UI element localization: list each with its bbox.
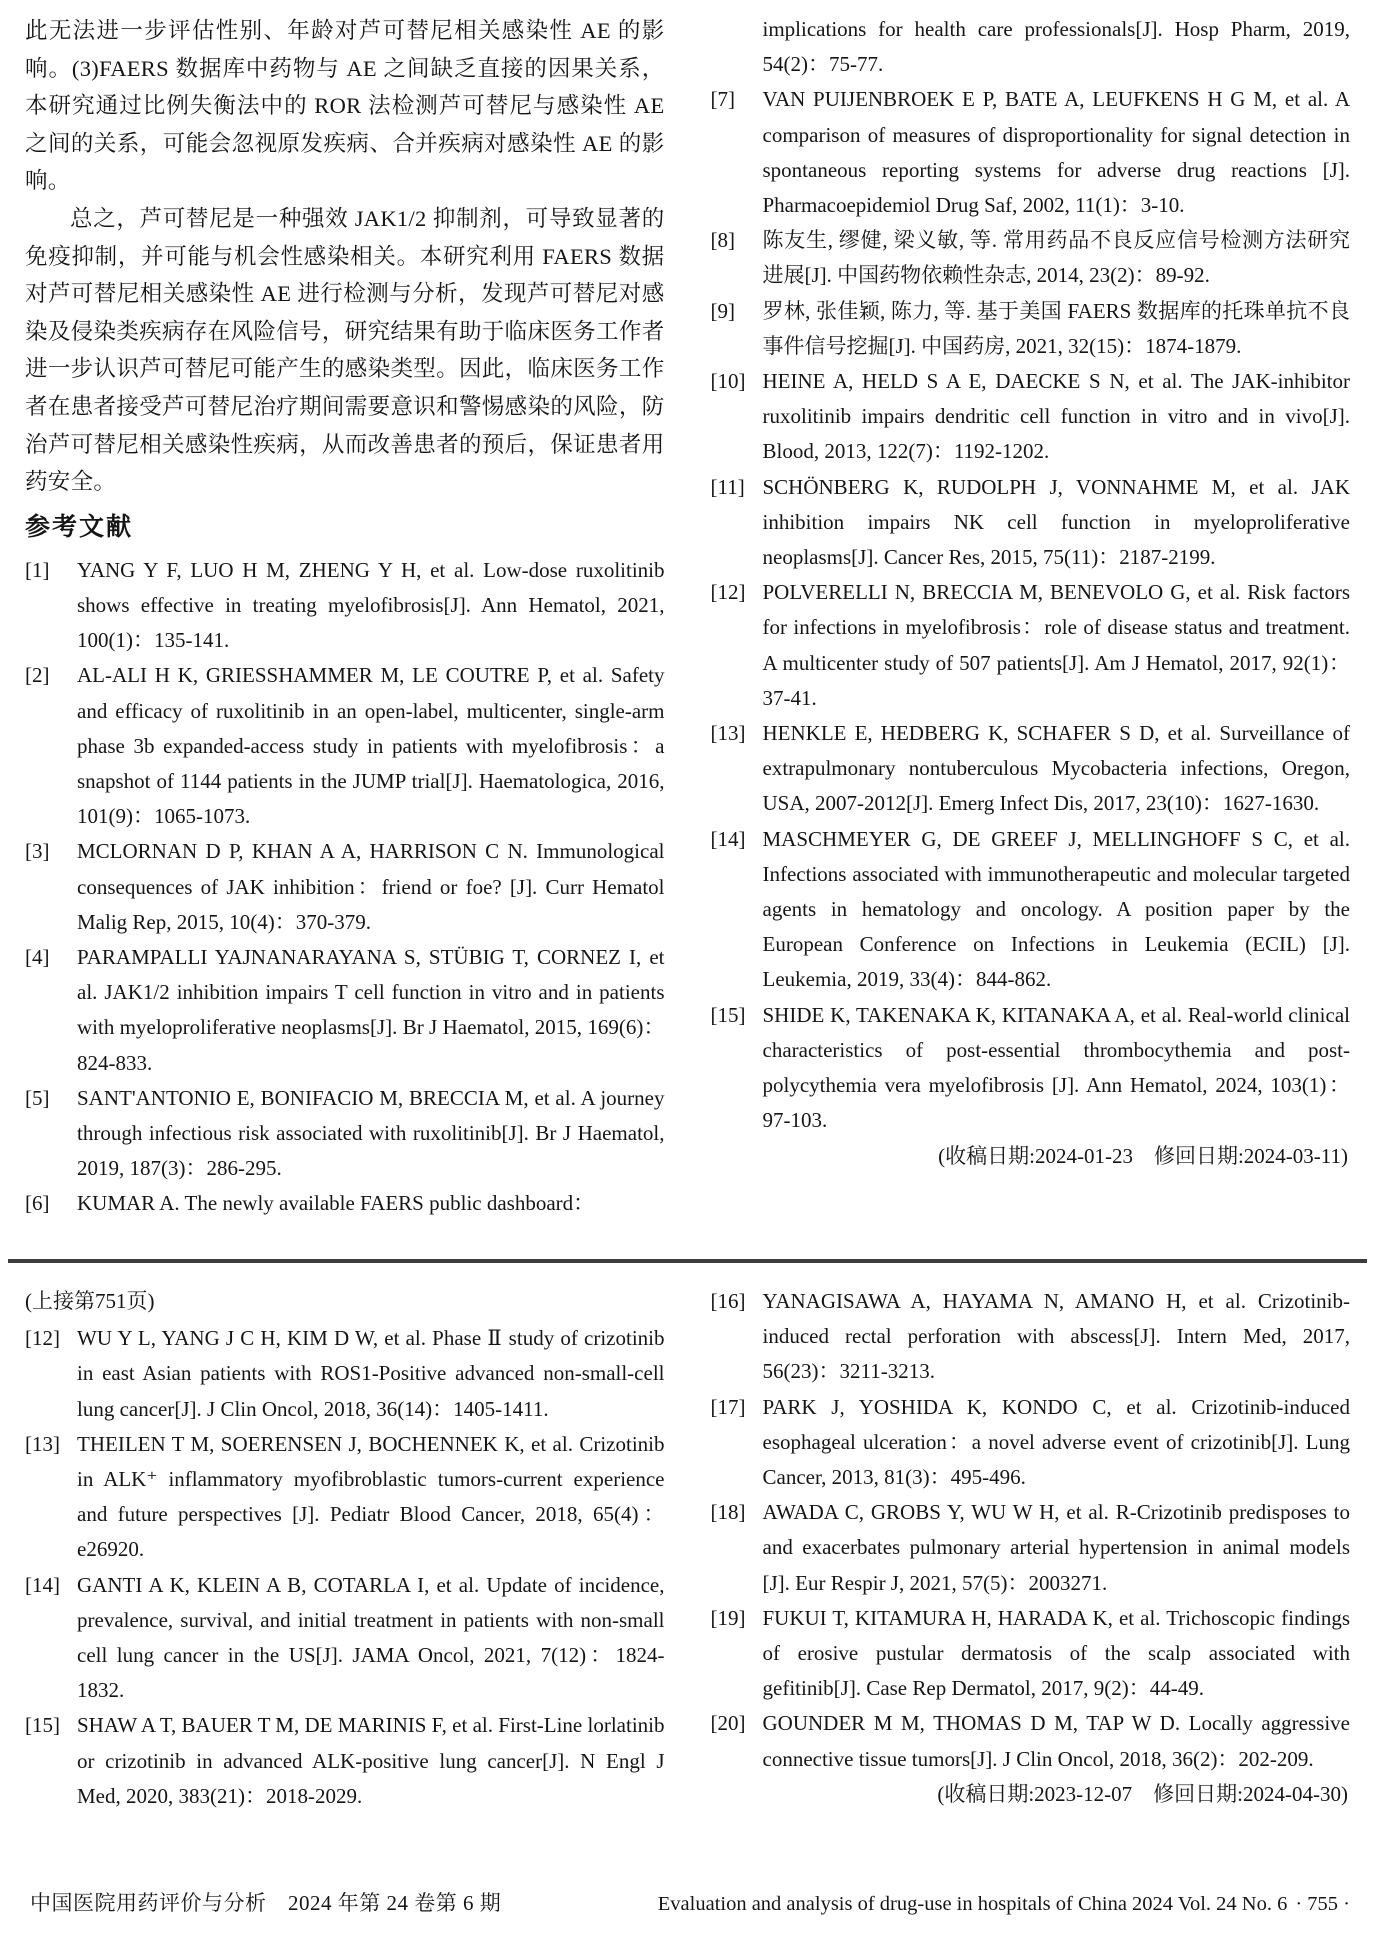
reference-text: VAN PUIJENBROEK E P, BATE A, LEUFKENS H G M, et al. A comparison of measures of disproportionality for signal detection in spontaneous reporting systems for adverse drug reactions [J]. Pharmacoepidemiol Drug Saf, 2002, 11(1)：3-10. (762, 87, 1350, 218)
reference-text: FUKUI T, KITAMURA H, HARADA K, et al. Trichoscopic findings of erosive pustular dermatosis of the scalp associated with gefitinib[J]. Case Rep Dermatol, 2017, 9(2)：44-49. (762, 1605, 1350, 1701)
reference-number: [1] (25, 557, 50, 582)
reference-number: [15] (710, 1002, 746, 1027)
main-references-section (25, 12, 1350, 1222)
reference-item (25, 940, 665, 1081)
reference-item (25, 1081, 665, 1187)
reference-number: [15] (25, 1713, 60, 1738)
reference-item (711, 294, 1351, 364)
reference-number: [3] (25, 839, 50, 864)
section-divider (8, 1259, 1367, 1263)
top-right-column (711, 12, 1351, 1222)
reference-item (25, 553, 665, 659)
reference-item-continuation (711, 12, 1351, 82)
reference-item (711, 223, 1351, 293)
reference-number: [12] (710, 580, 746, 605)
body-paragraph-2: 总之，芦可替尼是一种强效 JAK1/2 抑制剂，可导致显著的免疫抑制，并可能与机会性感染相关。本研究利用 FAERS 数据对芦可替尼相关感染性 AE 进行检测与分析，发现芦可替尼对感染及侵染类疾病存在风险信号，研究结果有助于临床医务工作者进一步认识芦可替尼可能产生的感染类型。因此，临床医务工作者在患者接受芦可替尼治疗期间需要意识和警惕感染的风险，防治芦可替尼相关感染性疾病，从而改善患者的预后，保证患者用药安全。 (25, 205, 665, 495)
reference-text: HEINE A, HELD S A E, DAECKE S N, et al. The JAK-inhibitor ruxolitinib impairs dendritic cell function in vitro and in vivo[J]. Blood, 2013, 122(7)：1192-1202. (762, 369, 1350, 464)
top-left-column (25, 12, 665, 1222)
journal-title-cn: 中国医院用药评价与分析 2024 年第 24 卷第 6 期 (30, 1891, 502, 1915)
continued-from-note: (上接第751页) (25, 1289, 155, 1313)
reference-text: MASCHMEYER G, DE GREEF J, MELLINGHOFF S C, et al. Infections associated with immunotherapeutic and molecular targeted agents in hematology and oncology. A position paper by the European Conference on Infections in Leukemia (ECIL) [J]. Leukemia, 2019, 33(4)：844-862. (762, 826, 1350, 992)
reference-item (711, 1495, 1351, 1601)
reference-number: [16] (710, 1289, 746, 1313)
reference-text: WU Y L, YANG J C H, KIM D W, et al. Phase Ⅱ study of crizotinib in east Asian patients with ROS1-Positive advanced non-small-cell lung cancer[J]. J Clin Oncol, 2018, 36(14)：1405-1411. (77, 1326, 665, 1421)
reference-number: [18] (710, 1500, 746, 1525)
reference-number: [13] (25, 1431, 60, 1456)
reference-number: [13] (710, 721, 746, 746)
reference-item (711, 1284, 1351, 1390)
journal-title-en (658, 1889, 1350, 1919)
reference-text: 罗林, 张佳颖, 陈力, 等. 基于美国 FAERS 数据库的托珠单抗不良事件信号挖掘[J]. 中国药房, 2021, 32(15)：1874-1879. (762, 298, 1350, 358)
page-number: · 755 · (1295, 1893, 1350, 1915)
reference-text: 陈友生, 缪健, 梁义敏, 等. 常用药品不良反应信号检测方法研究进展[J]. 中国药物依赖性杂志, 2014, 23(2)：89-92. (762, 228, 1350, 288)
reference-number: [7] (710, 87, 735, 112)
reference-item (711, 1601, 1351, 1707)
bottom-left-column (25, 1284, 665, 1814)
reference-number: [17] (710, 1394, 746, 1419)
reference-text: YANAGISAWA A, HAYAMA N, AMANO H, et al. Crizotinib-induced rectal perforation with abscess[J]. Intern Med, 2017, 56(23)：3211-3213. (762, 1289, 1350, 1384)
bottom-right-column (711, 1284, 1351, 1814)
continued-references-section (25, 1284, 1350, 1814)
reference-text: HENKLE E, HEDBERG K, SCHAFER S D, et al. Surveillance of extrapulmonary nontuberculous Mycobacteria infections, Oregon, USA, 2007-2012[J]. Emerg Infect Dis, 2017, 23(10)：1627-1630. (762, 721, 1350, 816)
page-footer (30, 1888, 1350, 1919)
reference-item (711, 998, 1351, 1139)
reference-item (25, 1427, 665, 1568)
reference-item (711, 575, 1351, 716)
reference-text: SCHÖNBERG K, RUDOLPH J, VONNAHME M, et al. JAK inhibition impairs NK cell function in myeloproliferative neoplasms[J]. Cancer Res, 2015, 75(11)：2187-2199. (762, 474, 1350, 570)
reference-number: [11] (710, 474, 745, 499)
reference-text: GANTI A K, KLEIN A B, COTARLA I, et al. Update of incidence, prevalence, survival, and initial treatment in patients with non-small cell lung cancer in the US[J]. JAMA Oncol, 2021, 7(12)：1824-1832. (77, 1572, 665, 1703)
reference-text: KUMAR A. The newly available FAERS public dashboard： (77, 1191, 595, 1216)
reference-item (711, 364, 1351, 470)
reference-item (25, 1708, 665, 1814)
reference-item (711, 1390, 1351, 1496)
reference-item (711, 716, 1351, 822)
reference-item (25, 658, 665, 834)
reference-number: [14] (710, 826, 746, 851)
references-heading: 参考文献 (25, 513, 134, 541)
reference-item (25, 1186, 665, 1221)
reference-text: MCLORNAN D P, KHAN A A, HARRISON C N. Immunological consequences of JAK inhibition：friend or foe? [J]. Curr Hematol Malig Rep, 2015, 10(4)：370-379. (77, 839, 665, 934)
reference-item (25, 1568, 665, 1709)
received-revised-dates: (收稿日期:2023-12-07 修回日期:2024-04-30) (937, 1781, 1348, 1806)
reference-text: SANT'ANTONIO E, BONIFACIO M, BRECCIA M, et al. A journey through infectious risk associated with ruxolitinib[J]. Br J Haematol, 2019, 187(3)：286-295. (77, 1085, 665, 1181)
journal-title-en-text: Evaluation and analysis of drug-use in hospitals of China 2024 Vol. 24 No. 6 (657, 1893, 1288, 1915)
reference-text: PARAMPALLI YAJNANARAYANA S, STÜBIG T, CORNEZ I, et al. JAK1/2 inhibition impairs T cell function in vitro and in patients with myeloproliferative neoplasms[J]. Br J Haematol, 2015, 169(6)：824-833. (77, 944, 665, 1075)
reference-item (711, 82, 1351, 223)
reference-text: SHIDE K, TAKENAKA K, KITANAKA A, et al. Real-world clinical characteristics of post-essential thrombocythemia and post-polycythemia vera myelofibrosis [J]. Ann Hematol, 2024, 103(1)：97-103. (762, 1002, 1350, 1133)
received-revised-dates: (收稿日期:2024-01-23 修回日期:2024-03-11) (938, 1143, 1348, 1168)
reference-item (711, 470, 1351, 576)
body-paragraph-1: 此无法进一步评估性别、年龄对芦可替尼相关感染性 AE 的影响。(3)FAERS 数据库中药物与 AE 之间缺乏直接的因果关系，本研究通过比例失衡法中的 ROR 法检测芦可替尼与感染性 AE 之间的关系，可能会忽视原发疾病、合并疾病对感染性 AE 的影响。 (25, 18, 665, 194)
reference-item (711, 1706, 1351, 1776)
reference-text: GOUNDER M M, THOMAS D M, TAP W D. Locally aggressive connective tissue tumors[J]. J Clin Oncol, 2018, 36(2)：202-209. (762, 1711, 1350, 1771)
reference-text: implications for health care professionals[J]. Hosp Pharm, 2019, 54(2)：75-77. (762, 17, 1350, 77)
reference-text: SHAW A T, BAUER T M, DE MARINIS F, et al. First-Line lorlatinib or crizotinib in advanced ALK-positive lung cancer[J]. N Engl J Med, 2020, 383(21)：2018-2029. (77, 1713, 665, 1808)
reference-text: POLVERELLI N, BRECCIA M, BENEVOLO G, et al. Risk factors for infections in myelofibrosis：role of disease status and treatment. A multicenter study of 507 patients[J]. Am J Hematol, 2017, 92(1)：37-41. (762, 580, 1350, 710)
reference-text: AL-ALI H K, GRIESSHAMMER M, LE COUTRE P, et al. Safety and efficacy of ruxolitinib in an open-label, multicenter, single-arm phase 3b expanded-access study in patients with myelofibrosis：a snapshot of 1144 patients in the JUMP trial[J]. Haematologica, 2016, 101(9)：1065-1073. (77, 663, 665, 829)
reference-item (25, 834, 665, 940)
reference-number: [20] (710, 1711, 746, 1736)
reference-text: PARK J, YOSHIDA K, KONDO C, et al. Crizotinib-induced esophageal ulceration：a novel adverse event of crizotinib[J]. Lung Cancer, 2013, 81(3)：495-496. (762, 1394, 1350, 1490)
reference-number: [6] (25, 1191, 50, 1216)
reference-number: [19] (710, 1605, 746, 1630)
reference-number: [14] (25, 1572, 60, 1597)
reference-text: YANG Y F, LUO H M, ZHENG Y H, et al. Low-dose ruxolitinib shows effective in treating myelofibrosis[J]. Ann Hematol, 2021, 100(1)：135-141. (77, 557, 665, 653)
reference-text: AWADA C, GROBS Y, WU W H, et al. R-Crizotinib predisposes to and exacerbates pulmonary arterial hypertension in animal models [J]. Eur Respir J, 2021, 57(5)：2003271. (762, 1500, 1350, 1595)
reference-item (25, 1321, 665, 1427)
reference-text: THEILEN T M, SOERENSEN J, BOCHENNEK K, et al. Crizotinib in ALK⁺ inflammatory myofibroblastic tumors-current experience and future perspectives [J]. Pediatr Blood Cancer, 2018, 65(4)：e26920. (77, 1431, 665, 1562)
reference-number: [8] (710, 228, 735, 253)
reference-number: [9] (710, 298, 735, 323)
reference-number: [10] (710, 369, 746, 394)
reference-number: [2] (25, 663, 50, 688)
reference-number: [5] (25, 1085, 50, 1110)
reference-number: [12] (25, 1326, 60, 1351)
reference-number: [4] (25, 944, 50, 969)
reference-item (711, 822, 1351, 998)
